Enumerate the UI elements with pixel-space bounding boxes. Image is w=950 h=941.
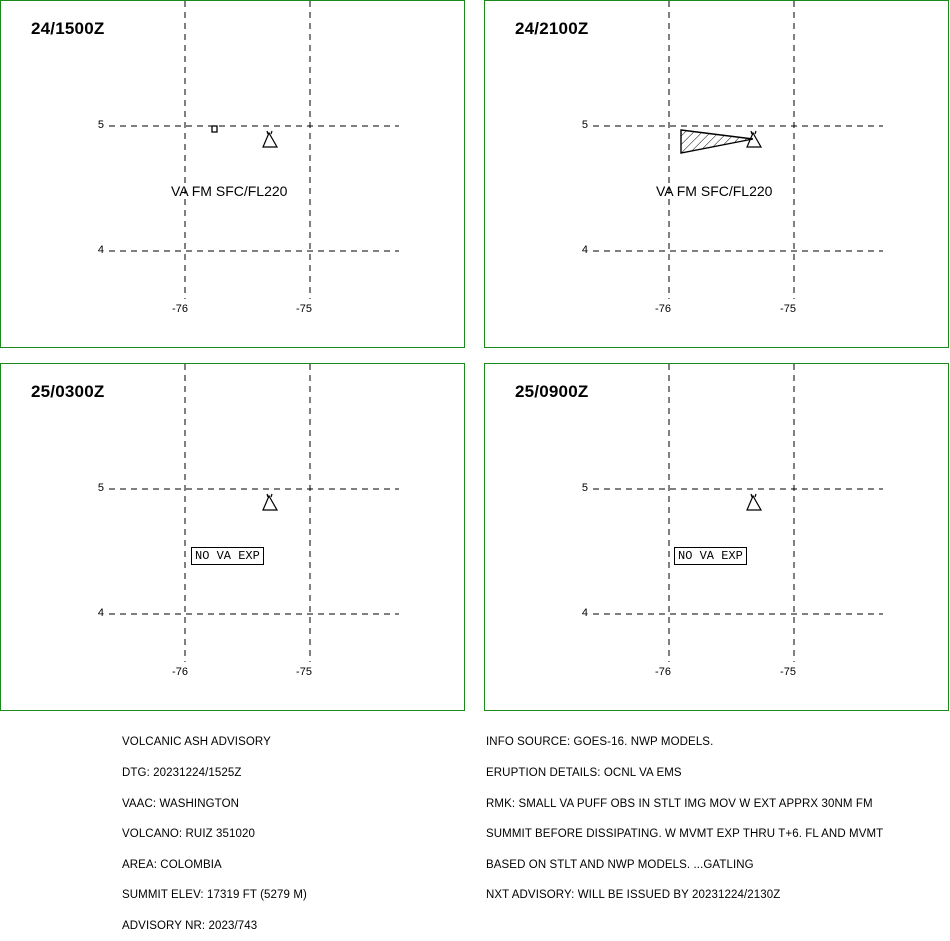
lon-label-75: -75 <box>296 303 312 315</box>
advisory-line: AREA: COLOMBIA <box>122 858 222 871</box>
no-va-expected-box: NO VA EXP <box>191 547 264 565</box>
advisory-line: VOLCANIC ASH ADVISORY <box>122 736 271 749</box>
advisory-line: INFO SOURCE: GOES-16. NWP MODELS. <box>486 736 714 749</box>
lat-label-4: 4 <box>581 607 588 619</box>
advisory-line: RMK: SMALL VA PUFF OBS IN STLT IMG MOV W EXT APPRX 30NM FM <box>486 797 873 810</box>
advisory-line: VOLCANO: RUIZ 351020 <box>122 828 256 841</box>
volcano-triangle-icon <box>263 494 277 510</box>
advisory-line: SUMMIT ELEV: 17319 FT (5279 M) <box>122 889 307 902</box>
lon-label-75: -75 <box>780 666 796 678</box>
advisory-line: VAAC: WASHINGTON <box>122 797 240 810</box>
lat-label-5: 5 <box>97 482 104 494</box>
advisory-line: SUMMIT BEFORE DISSIPATING. W MVMT EXP THRU T+6. FL AND MVMT <box>486 828 884 841</box>
small-square-icon <box>212 126 217 132</box>
map-grid-2 <box>485 1 950 349</box>
advisory-line: ADVISORY NR: 2023/743 <box>122 920 258 933</box>
panel-time-title: 25/0300Z <box>31 382 105 401</box>
panel-time-title: 25/0900Z <box>515 382 589 401</box>
advisory-header-block <box>122 717 307 941</box>
volcano-triangle-icon <box>263 131 277 147</box>
va-altitude-note: VA FM SFC/FL220 <box>656 183 773 199</box>
advisory-line: DTG: 20231224/1525Z <box>122 767 242 780</box>
lon-label-76: -76 <box>172 303 188 315</box>
lon-label-76: -76 <box>655 303 671 315</box>
map-panel-3 <box>0 363 465 711</box>
lat-label-5: 5 <box>581 119 588 131</box>
lat-label-4: 4 <box>97 607 104 619</box>
lon-label-75: -75 <box>780 303 796 315</box>
map-panel-4 <box>484 363 949 711</box>
map-grid-3 <box>1 364 466 712</box>
advisory-remarks-block <box>486 717 883 911</box>
advisory-line: NXT ADVISORY: WILL BE ISSUED BY 20231224/2130Z <box>486 889 781 902</box>
lon-label-76: -76 <box>172 666 188 678</box>
volcano-triangle-icon <box>747 494 761 510</box>
ash-area-polygon <box>681 130 753 153</box>
lat-label-5: 5 <box>581 482 588 494</box>
map-panel-2 <box>484 0 949 348</box>
panel-time-title: 24/2100Z <box>515 19 589 38</box>
panel-time-title: 24/1500Z <box>31 19 105 38</box>
no-va-expected-box: NO VA EXP <box>674 547 747 565</box>
map-grid-4 <box>485 364 950 712</box>
lat-label-5: 5 <box>97 119 104 131</box>
lat-label-4: 4 <box>581 244 588 256</box>
va-altitude-note: VA FM SFC/FL220 <box>171 183 288 199</box>
lon-label-76: -76 <box>655 666 671 678</box>
map-grid-1 <box>1 1 466 349</box>
advisory-line: ERUPTION DETAILS: OCNL VA EMS <box>486 767 682 780</box>
advisory-line: BASED ON STLT AND NWP MODELS. ...GATLING <box>486 858 754 871</box>
map-panel-1 <box>0 0 465 348</box>
lat-label-4: 4 <box>97 244 104 256</box>
lon-label-75: -75 <box>296 666 312 678</box>
